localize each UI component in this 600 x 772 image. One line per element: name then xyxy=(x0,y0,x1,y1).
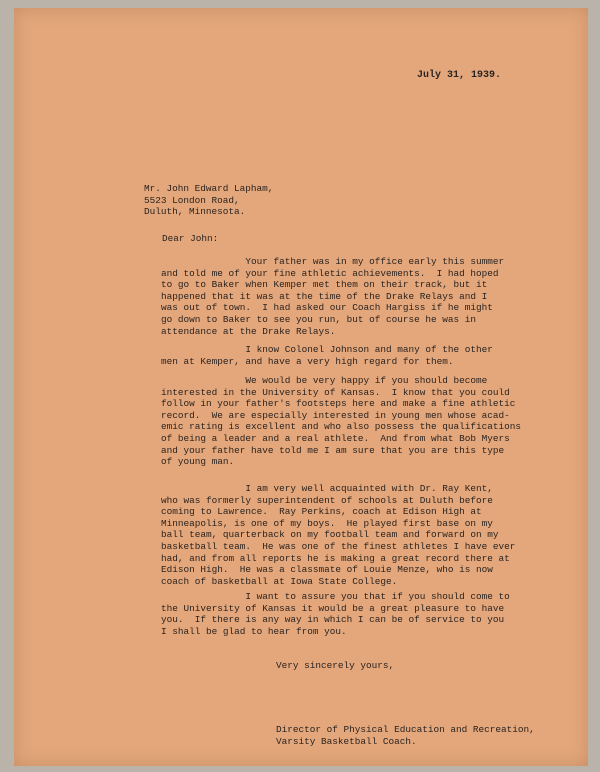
text-line: the University of Kansas it would be a great pleasure to have xyxy=(161,602,505,614)
recipient-address xyxy=(144,183,273,218)
text-line: was out of town. I had asked our Coach Hargiss if he might xyxy=(161,302,493,314)
text-line: attendance at the Drake Relays. xyxy=(161,325,336,337)
text-line: who was formerly superintendent of schools at Duluth before xyxy=(161,494,493,506)
paragraph-1 xyxy=(161,256,504,337)
text-line: I want to assure you that if you should come to xyxy=(161,591,510,602)
text-line: of being a leader and a real athlete. And from what Bob Myers xyxy=(161,432,510,444)
text-line: Edison High. He was a classmate of Louie Menze, who is now xyxy=(161,564,493,576)
text-line: Your father was in my office early this summer xyxy=(161,256,505,267)
text-line: coming to Lawrence. Ray Perkins, coach at Edison High at xyxy=(161,506,482,518)
address-line: Mr. John Edward Lapham, xyxy=(144,183,274,194)
text-line: of young man. xyxy=(161,456,235,468)
address-line: Duluth, Minnesota. xyxy=(144,206,246,218)
paragraph-5 xyxy=(161,591,510,637)
text-line: interested in the University of Kansas. I know that you could xyxy=(161,386,510,398)
text-line: you. If there is any way in which I can be of service to you xyxy=(161,614,505,626)
paragraph-2 xyxy=(161,344,493,367)
text-line: follow in your father's footsteps here and make a fine athletic xyxy=(161,398,516,410)
letter-page xyxy=(14,8,588,766)
text-line: go down to Baker to see you run, but of course he was in xyxy=(161,313,477,325)
text-line: coach of basketball at Iowa State College. xyxy=(161,575,398,587)
salutation: Dear John: xyxy=(162,233,219,244)
text-line: I am very well acquainted with Dr. Ray Kent, xyxy=(161,483,493,494)
text-line: and your father have told me I am sure that you are this type xyxy=(161,444,505,456)
text-line: emic rating is excellent and who also possess the qualifications xyxy=(161,421,522,433)
paragraph-4 xyxy=(161,483,515,587)
address-line: 5523 London Road, xyxy=(144,194,240,206)
closing: Very sincerely yours, xyxy=(276,660,395,671)
paragraph-3 xyxy=(161,375,521,468)
signature-block xyxy=(276,724,535,747)
text-line: We would be very happy if you should become xyxy=(161,375,488,386)
text-line: I shall be glad to hear from you. xyxy=(161,625,347,637)
text-line: had, and from all reports he is making a great record there at xyxy=(161,552,510,564)
text-line: I know Colonel Johnson and many of the other xyxy=(161,344,493,355)
letter-date: July 31, 1939. xyxy=(417,70,502,81)
text-line: men at Kemper, and have a very high regard for them. xyxy=(161,355,454,367)
text-line: and told me of your fine athletic achievements. I had hoped xyxy=(161,267,499,279)
text-line: Minneapolis, is one of my boys. He played first base on my xyxy=(161,517,493,529)
text-line: happened that it was at the time of the Drake Relays and I xyxy=(161,290,488,302)
text-line: to go to Baker when Kemper met them on their track, but it xyxy=(161,279,488,291)
text-line: record. We are especially interested in young men whose acad- xyxy=(161,409,510,421)
signature-line: Varsity Basketball Coach. xyxy=(276,735,417,747)
signature-line: Director of Physical Education and Recreation, xyxy=(276,724,535,735)
text-line: ball team, quarterback on my football team and forward on my xyxy=(161,529,499,541)
text-line: basketball team. He was one of the finest athletes I have ever xyxy=(161,540,516,552)
